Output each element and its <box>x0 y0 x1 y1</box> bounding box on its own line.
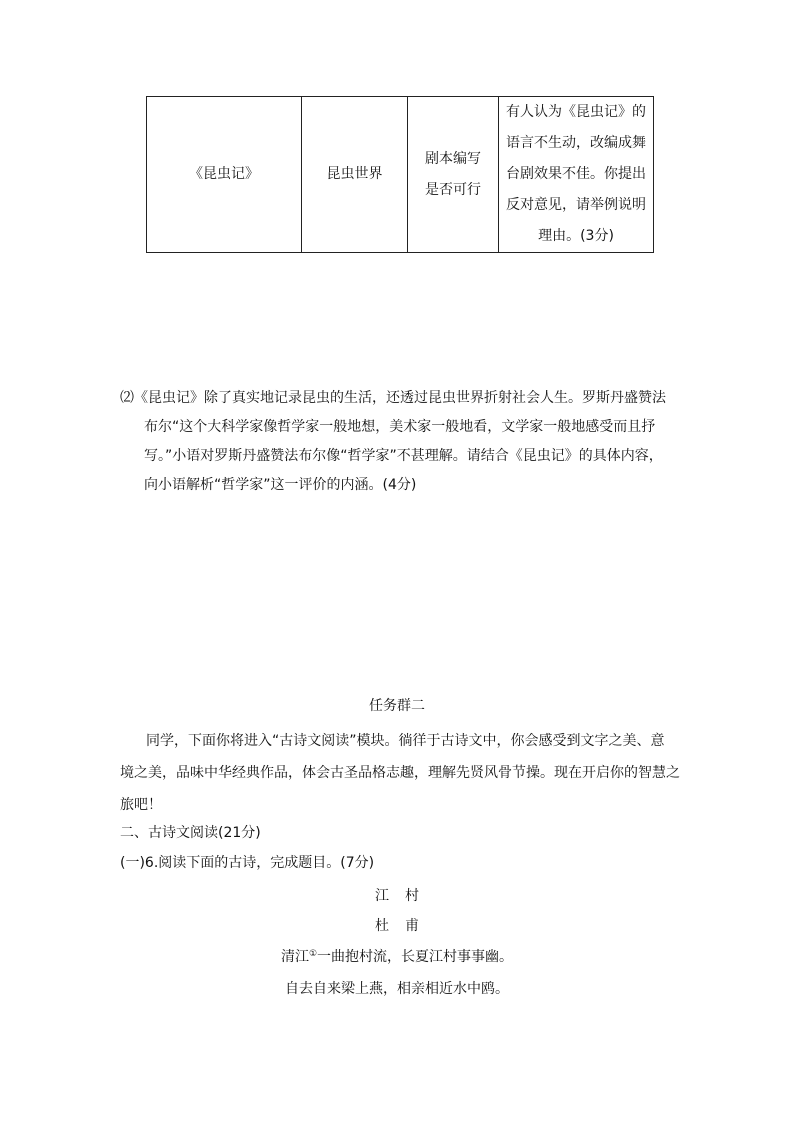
poem-line-part: 清江 <box>280 949 309 965</box>
intro-line: 境之美，品味中华经典作品，体会古圣品格志趣，理解先贤风骨节操。现在开启你的智慧之 <box>120 765 680 781</box>
question-line: 台剧效果不佳。你提出 <box>506 166 646 182</box>
task-cell <box>408 97 499 253</box>
question-2-line: 布尔“这个大科学家像哲学家一般地想，美术家一般地看，文学家一般地感受而且抒 <box>144 419 656 435</box>
question-2 <box>120 384 680 500</box>
question-line: 语言不生动，改编成舞 <box>506 135 646 151</box>
poem-line: 自去自来梁上燕，相亲相近水中鸥。 <box>285 981 509 997</box>
footnote-marker: ① <box>308 949 318 959</box>
intro-line: 旅吧！ <box>120 797 162 813</box>
part-heading: 二、古诗文阅读(21分) <box>120 825 261 841</box>
book-title-cell: 《昆虫记》 <box>147 97 302 253</box>
question-2-line: ⑵《昆虫记》除了真实地记录昆虫的生活，还透过昆虫世界折射社会人生。罗斯丹盛赞法 <box>120 390 666 406</box>
poem-line <box>0 942 794 972</box>
poem-line-part: 一曲抱村流，长夏江村事事幽。 <box>317 949 514 965</box>
question-line: 有人认为《昆虫记》的 <box>506 104 646 120</box>
table-row <box>147 97 654 253</box>
poem-title: 江村 <box>375 888 435 904</box>
world-cell: 昆虫世界 <box>302 97 408 253</box>
reading-task-table <box>146 96 654 253</box>
question-2-line: 写。”小语对罗斯丹盛赞法布尔像“哲学家”不甚理解。请结合《昆虫记》的具体内容， <box>144 448 663 464</box>
question-2-line: 向小语解析“哲学家”这一评价的内涵。(4分) <box>144 477 417 493</box>
section-title: 任务群二 <box>369 698 425 714</box>
question-6-heading: (一)6.阅读下面的古诗，完成题目。(7分) <box>120 855 375 871</box>
question-line: 理由。(3分) <box>538 228 614 244</box>
section-intro <box>120 725 680 821</box>
task-line: 是否可行 <box>425 181 481 198</box>
intro-line: 同学，下面你将进入“古诗文阅读”模块。徜徉于古诗文中，你会感受到文字之美、意 <box>146 733 665 749</box>
task-line: 剧本编写 <box>425 150 481 167</box>
question-cell <box>499 97 654 253</box>
question-line: 反对意见，请举例说明 <box>506 197 646 213</box>
poem-author: 杜甫 <box>375 918 435 934</box>
